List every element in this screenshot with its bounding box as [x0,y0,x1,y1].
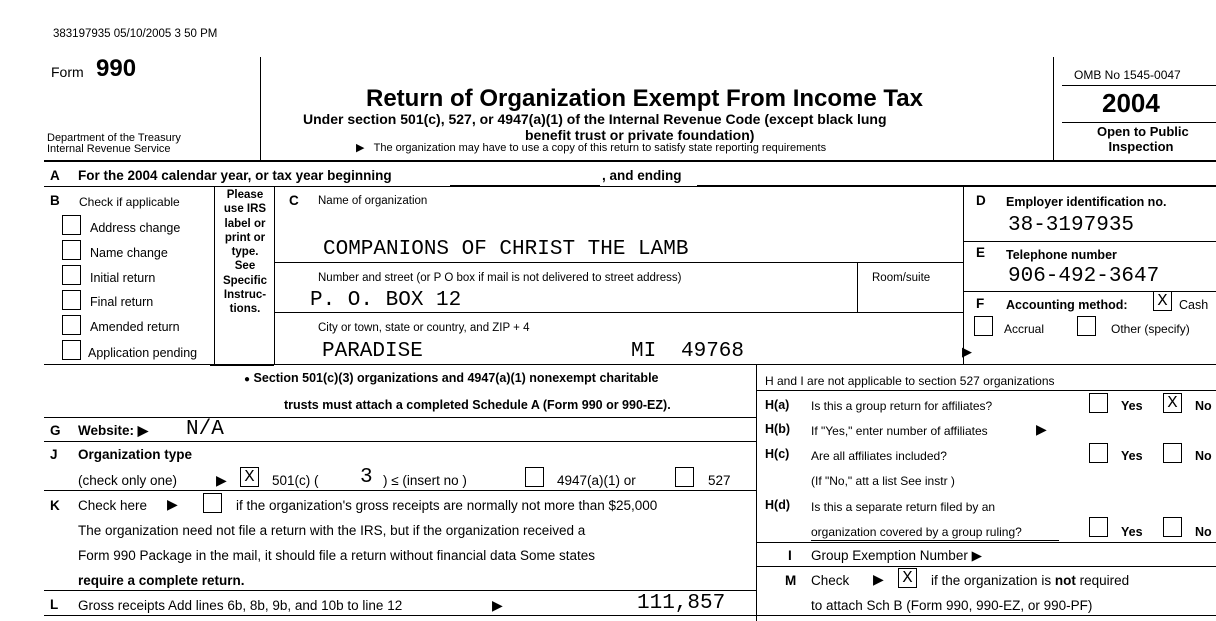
section-e-letter: E [976,245,986,260]
application-pending-checkbox[interactable] [62,340,81,360]
org-501c-code[interactable]: 3 [360,466,373,489]
h-c-note: (If "No," att a list See instr ) [811,474,955,488]
irs-label-instructions: Please use IRS label or print or type. See Specific Instruc- tions. [222,189,268,316]
accrual-checkbox[interactable] [974,316,993,336]
h-a-text: Is this a group return for affiliates? [811,399,993,413]
h-c-yes-label: Yes [1121,449,1143,463]
state-value[interactable]: MI [631,340,657,363]
schedule-a-note-2: trusts must attach a completed Schedule A (Form 990 or 990-EZ). [284,398,671,412]
h-d-letter: H(d) [765,498,790,512]
city-value[interactable]: PARADISE [322,340,423,363]
arrow-right-icon: ▶ [137,423,149,438]
org-type-sub: (check only one) [78,473,178,488]
cash-label: Cash [1179,298,1209,312]
accrual-label: Accrual [1004,322,1045,336]
h-c-no-label: No [1195,449,1212,463]
print-stamp: 383197935 05/10/2005 3 50 PM [53,28,218,40]
gross-receipts-value[interactable]: 111,857 [637,592,726,615]
h-b-letter: H(b) [765,422,790,436]
form-title: Return of Organization Exempt From Income Tax [366,85,923,112]
check-here-label: Check here [78,498,148,513]
org-4947-checkbox[interactable] [525,467,544,487]
org-501c-insert: ) ≤ (insert no ) [383,473,467,488]
org-type-label: Organization type [78,447,193,462]
line-g-letter: G [50,423,61,438]
dept-label: Department of the Treasury Internal Revenue Service [47,132,181,155]
street-value[interactable]: P. O. BOX 12 [310,289,462,312]
h-d-yes-checkbox[interactable] [1089,517,1108,537]
form-subtitle-1: Under section 501(c), 527, or 4947(a)(1) of the Internal Revenue Code (except black lung [303,111,887,127]
h-b-text: If "Yes," enter number of affiliates [811,424,988,438]
amended-return-checkbox[interactable] [62,315,81,335]
arrow-right-icon: ▶ [356,142,365,154]
ein-value[interactable]: 38-3197935 [1008,214,1135,237]
h-a-yes-label: Yes [1121,399,1143,413]
line-k-text-3: Form 990 Package in the mail, it should file a return without financial data Some states [78,548,596,563]
line-k-text-4: require a complete return. [78,573,245,588]
name-change-checkbox[interactable] [62,240,81,260]
amended-return-label: Amended return [90,320,180,334]
initial-return-checkbox[interactable] [62,265,81,285]
section-b-letter: B [50,193,60,208]
section-c-letter: C [289,193,299,208]
arrow-right-icon: ▶ [492,597,503,613]
h-c-no-checkbox[interactable] [1163,443,1182,463]
schedule-a-note-1: ● Section 501(c)(3) organizations and 4947(a)(1) nonexempt charitable [244,371,659,385]
telephone-label: Telephone number [1006,248,1117,262]
section-h-intro: H and I are not applicable to section 527 organizations [765,374,1055,388]
org-501c-checkbox[interactable]: X [240,467,259,487]
tax-year: 2004 [1102,88,1160,118]
section-d-letter: D [976,193,986,208]
telephone-value[interactable]: 906-492-3647 [1008,265,1160,288]
cash-checkbox[interactable]: X [1153,291,1172,311]
name-change-label: Name change [90,246,168,260]
line-a-text: For the 2004 calendar year, or tax year beginning [78,168,392,183]
zip-value[interactable]: 49768 [681,340,745,363]
h-c-letter: H(c) [765,447,790,461]
application-pending-label: Application pending [88,346,198,360]
h-d-text-2: organization covered by a group ruling? [811,525,1022,539]
ein-label: Employer identification no. [1006,195,1167,209]
final-return-label: Final return [90,295,154,309]
accounting-method-label: Accounting method: [1006,298,1128,312]
h-d-no-checkbox[interactable] [1163,517,1182,537]
arrow-right-icon: ▶ [971,548,982,563]
org-4947-label: 4947(a)(1) or [557,473,636,488]
public-inspection: Open to Public Inspection [1097,124,1189,154]
group-exemption-label: Group Exemption Number ▶ [811,548,982,563]
org-501c-label: 501(c) ( [272,473,319,488]
arrow-right-icon: ▶ [873,571,884,587]
line-k-text-1: if the organization's gross receipts are normally not more than $25,000 [236,498,658,513]
website-value[interactable]: N/A [186,418,224,441]
line-l-letter: L [50,597,59,612]
arrow-right-icon: ▶ [216,472,227,488]
line-m-text-1: if the organization is not required [931,573,1130,588]
line-m-letter: M [785,573,797,588]
h-a-letter: H(a) [765,398,790,412]
arrow-right-icon: ▶ [1036,421,1047,437]
reporting-note: ▶ The organization may have to use a copy of this return to satisfy state reporting requirements [356,142,827,154]
form-subtitle-2: benefit trust or private foundation) [525,127,755,143]
other-method-label: Other (specify) [1111,322,1190,336]
arrow-right-icon: ▶ [962,344,972,359]
room-suite-label: Room/suite [872,272,931,284]
line-i-letter: I [788,548,792,563]
org-527-checkbox[interactable] [675,467,694,487]
gross-receipts-label: Gross receipts Add lines 6b, 8b, 9b, and 10b to line 12 [78,598,403,613]
org-527-label: 527 [708,473,731,488]
initial-return-label: Initial return [90,271,156,285]
h-a-no-checkbox[interactable]: X [1163,393,1182,413]
line-m-check-label: Check [811,573,850,588]
h-d-yes-label: Yes [1121,525,1143,539]
line-a-letter: A [50,168,60,183]
line-m-text-2: to attach Sch B (Form 990, 990-EZ, or 990-PF) [811,598,1093,613]
line-k-letter: K [50,498,60,513]
line-j-letter: J [50,447,58,462]
org-name-label: Name of organization [318,195,428,207]
city-label: City or town, state or country, and ZIP + 4 [318,322,530,334]
section-b-title: Check if applicable [79,195,180,209]
h-d-text-1: Is this a separate return filed by an [811,500,996,514]
address-change-checkbox[interactable] [62,215,81,235]
line-k-text-2: The organization need not file a return with the IRS, but if the organization received a [78,523,586,538]
other-method-checkbox[interactable] [1077,316,1096,336]
line-a-ending: , and ending [602,168,682,183]
h-c-text: Are all affiliates included? [811,449,947,463]
form-number: 990 [96,55,137,82]
street-label: Number and street (or P O box if mail is not delivered to street address) [318,272,682,284]
h-a-no-label: No [1195,399,1212,413]
final-return-checkbox[interactable] [62,290,81,310]
omb-number: OMB No 1545-0047 [1074,68,1181,82]
form-word: Form [51,64,84,80]
h-a-yes-checkbox[interactable] [1089,393,1108,413]
h-d-no-label: No [1195,525,1212,539]
address-change-label: Address change [90,221,181,235]
h-c-yes-checkbox[interactable] [1089,443,1108,463]
schedule-b-checkbox[interactable]: X [898,568,917,588]
arrow-right-icon: ▶ [167,496,178,512]
section-f-letter: F [976,296,985,311]
small-org-checkbox[interactable] [203,493,222,513]
website-label: Website: ▶ [78,423,149,438]
org-name-value[interactable]: COMPANIONS OF CHRIST THE LAMB [323,238,689,261]
